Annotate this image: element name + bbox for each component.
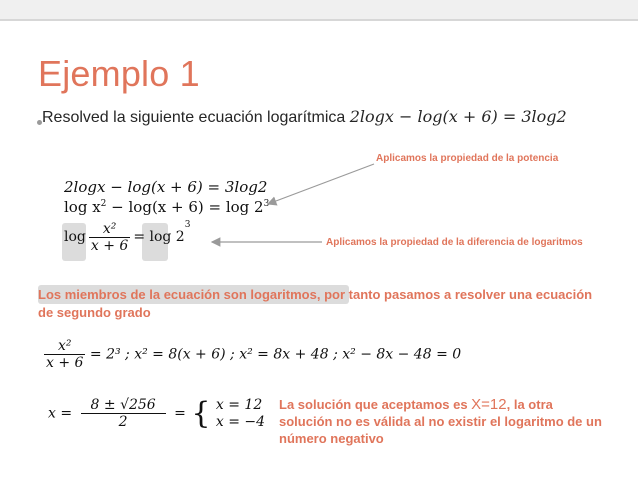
members-text-rest: , por tanto pasamos a resolver una ecuación de segundo grado bbox=[38, 287, 593, 320]
solution-note: La solución que aceptamos es X=12, la otra solución no es válida al no existir el logaritmo de un número negativo bbox=[279, 396, 602, 446]
accepted-value: X=12 bbox=[471, 396, 507, 413]
solution-2: x = −4 bbox=[215, 413, 266, 430]
step-line-2: $\log x^2 - \log(x + 6) = \log 2^3$ bbox=[64, 198, 270, 216]
members-paragraph bbox=[38, 286, 598, 322]
solution-1: x = 12 bbox=[215, 396, 263, 413]
brace: { bbox=[191, 396, 211, 431]
equation-row: $\frac{\text{x²}}{x + 6}$ = 2³ ; x² = 8(x + 6) ; x² = 8x + 48 ; x² − 8x − 48 = 0 bbox=[46, 338, 462, 371]
annotation-power-property: Aplicamos la propiedad de la potencia bbox=[376, 153, 559, 164]
subtitle-equation: 2logx − log(x + 6) = 3log2 bbox=[349, 107, 567, 126]
members-text-highlighted: Los miembros de la ecuación son logaritmos bbox=[38, 287, 317, 302]
annotation-difference-property: Aplicamos la propiedad de la diferencia de logaritmos bbox=[326, 237, 583, 248]
quadratic-solution: x = $\frac{8 \pm √256}{2}$ = { x = 12 x = −4 bbox=[48, 396, 266, 431]
subtitle-text: Resolved la siguiente ecuación logarítmica bbox=[42, 109, 350, 126]
step-line-3: log $\frac{\text{x²}}{x + 6}$ = $\log 2^3$ bbox=[64, 220, 191, 254]
arrow-to-step-2 bbox=[268, 164, 374, 204]
slide-title: Ejemplo 1 bbox=[38, 53, 200, 94]
step-line-1: 2logx − log(x + 6) = 3log2 bbox=[64, 178, 268, 196]
